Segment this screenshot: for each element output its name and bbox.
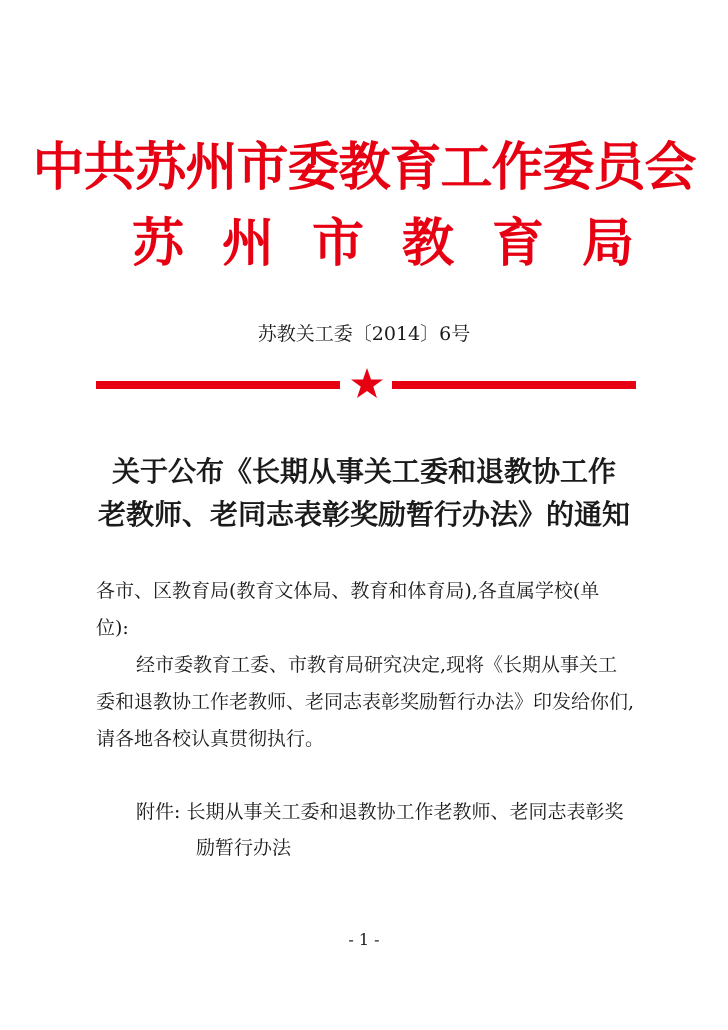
body-paragraph-line1: 经市委教育工委、市教育局研究决定,现将《长期从事关工 [136,654,618,676]
document-number: 苏教关工委〔2014〕6号 [257,323,471,345]
issuing-org-line2: 苏州市教育局 [131,213,672,274]
red-divider-right-bar [392,381,636,389]
body-paragraph-line2: 委和退教协工作老教师、老同志表彰奖励暂行办法》印发给你们, [96,691,635,713]
red-star-icon [350,367,384,401]
red-divider-left-bar [96,381,340,389]
attachment-line2: 励暂行办法 [196,837,292,859]
issuing-org-line1: 中共苏州市委教育工作委员会 [32,137,696,198]
salutation-line1: 各市、区教育局(教育文体局、教育和体育局),各直属学校(单 [96,580,600,602]
body-paragraph-line3: 请各地各校认真贯彻执行。 [96,728,325,750]
notice-title-line1: 关于公布《长期从事关工委和退教协工作 [111,455,616,488]
notice-title-line2: 老教师、老同志表彰奖励暂行办法》的通知 [97,498,630,531]
salutation-line2: 位): [96,617,129,639]
page-number: - 1 - [348,930,380,949]
attachment-line1: 附件: 长期从事关工委和退教协工作老教师、老同志表彰奖 [136,801,624,823]
